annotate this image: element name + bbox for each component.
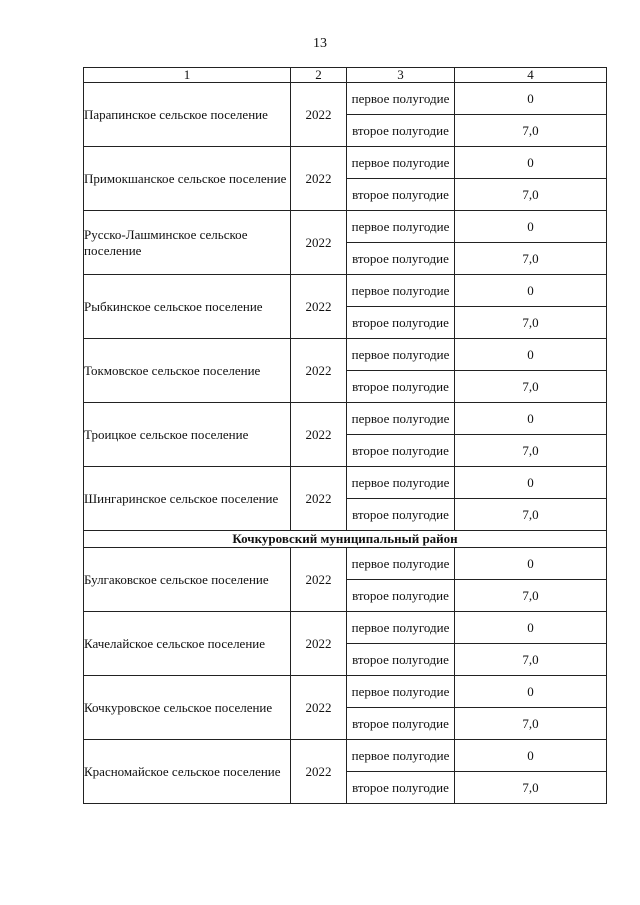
- period-cell: второе полугодие: [347, 644, 455, 676]
- table-row: [84, 676, 607, 708]
- value-cell: 7,0: [455, 243, 607, 275]
- settlement-name: Троицкое сельское поселение: [84, 403, 291, 467]
- table-row: [84, 275, 607, 307]
- table-header-row: [84, 68, 607, 83]
- period-cell: второе полугодие: [347, 772, 455, 804]
- year-cell: 2022: [291, 403, 347, 467]
- page-number: 13: [313, 36, 327, 51]
- year-cell: 2022: [291, 467, 347, 531]
- settlement-name: Рыбкинское сельское поселение: [84, 275, 291, 339]
- period-cell: второе полугодие: [347, 115, 455, 147]
- period-cell: первое полугодие: [347, 211, 455, 243]
- period-cell: второе полугодие: [347, 499, 455, 531]
- settlement-name: Русско-Лашминское сельское поселение: [84, 211, 291, 275]
- settlement-name: Качелайское сельское поселение: [84, 612, 291, 676]
- period-cell: первое полугодие: [347, 548, 455, 580]
- column-header: 2: [291, 68, 347, 83]
- value-cell: 7,0: [455, 371, 607, 403]
- settlement-name: Токмовское сельское поселение: [84, 339, 291, 403]
- value-cell: 7,0: [455, 115, 607, 147]
- table-row: [84, 339, 607, 371]
- settlement-name: Булгаковское сельское поселение: [84, 548, 291, 612]
- year-cell: 2022: [291, 548, 347, 612]
- period-cell: второе полугодие: [347, 580, 455, 612]
- period-cell: первое полугодие: [347, 467, 455, 499]
- period-cell: первое полугодие: [347, 403, 455, 435]
- value-cell: 7,0: [455, 499, 607, 531]
- value-cell: 0: [455, 548, 607, 580]
- value-cell: 0: [455, 147, 607, 179]
- period-cell: второе полугодие: [347, 371, 455, 403]
- period-cell: второе полугодие: [347, 243, 455, 275]
- period-cell: первое полугодие: [347, 83, 455, 115]
- table-row: [84, 403, 607, 435]
- period-cell: второе полугодие: [347, 435, 455, 467]
- settlement-name: Кочкуровское сельское поселение: [84, 676, 291, 740]
- district-row: [84, 531, 607, 548]
- period-cell: второе полугодие: [347, 708, 455, 740]
- year-cell: 2022: [291, 211, 347, 275]
- value-cell: 7,0: [455, 644, 607, 676]
- period-cell: первое полугодие: [347, 147, 455, 179]
- value-cell: 7,0: [455, 435, 607, 467]
- column-header: 4: [455, 68, 607, 83]
- settlement-name: Примокшанское сельское поселение: [84, 147, 291, 211]
- value-cell: 0: [455, 83, 607, 115]
- year-cell: 2022: [291, 676, 347, 740]
- value-cell: 7,0: [455, 580, 607, 612]
- period-cell: первое полугодие: [347, 275, 455, 307]
- period-cell: второе полугодие: [347, 179, 455, 211]
- column-header: 1: [84, 68, 291, 83]
- value-cell: 7,0: [455, 708, 607, 740]
- table-row: [84, 211, 607, 243]
- settlement-name: Красномайское сельское поселение: [84, 740, 291, 804]
- table-row: [84, 612, 607, 644]
- year-cell: 2022: [291, 147, 347, 211]
- period-cell: первое полугодие: [347, 339, 455, 371]
- value-cell: 0: [455, 275, 607, 307]
- document-table: [83, 67, 607, 804]
- value-cell: 7,0: [455, 307, 607, 339]
- district-name: Кочкуровский муниципальный район: [84, 531, 607, 548]
- value-cell: 0: [455, 211, 607, 243]
- period-cell: первое полугодие: [347, 740, 455, 772]
- value-cell: 0: [455, 339, 607, 371]
- year-cell: 2022: [291, 275, 347, 339]
- period-cell: второе полугодие: [347, 307, 455, 339]
- table-row: [84, 467, 607, 499]
- year-cell: 2022: [291, 740, 347, 804]
- settlement-name: Шингаринское сельское поселение: [84, 467, 291, 531]
- value-cell: 0: [455, 676, 607, 708]
- year-cell: 2022: [291, 83, 347, 147]
- value-cell: 0: [455, 403, 607, 435]
- value-cell: 7,0: [455, 179, 607, 211]
- year-cell: 2022: [291, 339, 347, 403]
- column-header: 3: [347, 68, 455, 83]
- table-row: [84, 548, 607, 580]
- table-row: [84, 740, 607, 772]
- table-row: [84, 83, 607, 115]
- value-cell: 0: [455, 467, 607, 499]
- value-cell: 7,0: [455, 772, 607, 804]
- value-cell: 0: [455, 612, 607, 644]
- value-cell: 0: [455, 740, 607, 772]
- year-cell: 2022: [291, 612, 347, 676]
- period-cell: первое полугодие: [347, 612, 455, 644]
- settlement-name: Парапинское сельское поселение: [84, 83, 291, 147]
- period-cell: первое полугодие: [347, 676, 455, 708]
- table-row: [84, 147, 607, 179]
